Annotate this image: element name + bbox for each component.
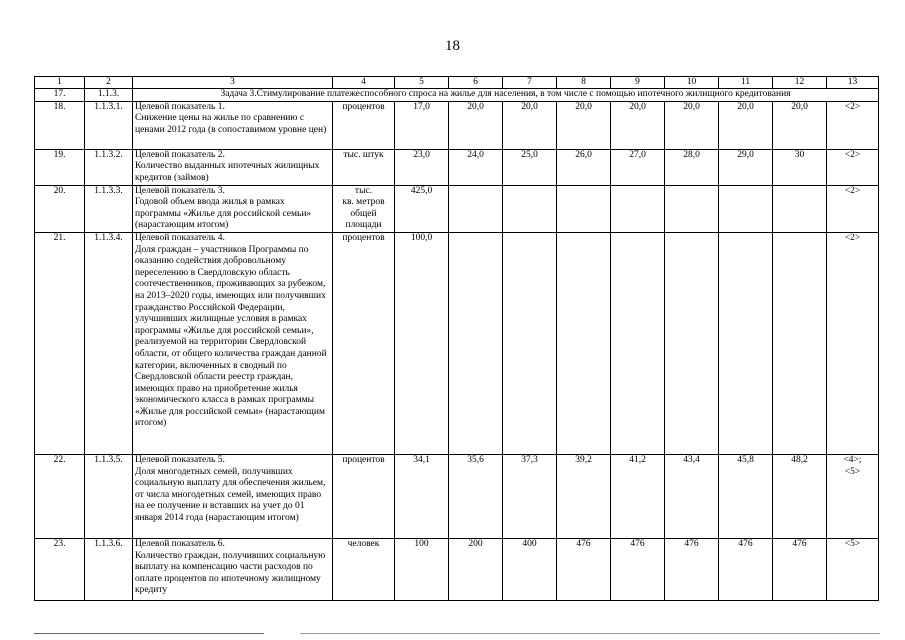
table-row	[35, 232, 879, 454]
table-row	[35, 454, 879, 538]
table-row	[35, 538, 879, 600]
indicator-description: Целевой показатель 1. Снижение цены на жилье по сравнению с ценами 2012 года (в сопоставимом уровне цен)	[133, 101, 333, 149]
year-value: 100	[395, 538, 449, 600]
year-value	[557, 232, 611, 454]
year-value: 27,0	[611, 149, 665, 185]
year-value: 30	[773, 149, 827, 185]
year-value	[449, 185, 503, 232]
unit: процентов	[333, 101, 395, 149]
task-title: Задача 3.Стимулирование платежеспособного спроса на жилье для населения, в том числе с помощью ипотечного жилищного кредитования	[133, 89, 879, 102]
row-code: 1.1.3.3.	[85, 185, 133, 232]
header-cell: 12	[773, 77, 827, 89]
year-value: 41,2	[611, 454, 665, 538]
header-cell: 8	[557, 77, 611, 89]
header-cell: 6	[449, 77, 503, 89]
task-row	[35, 89, 879, 102]
row-number: 19.	[35, 149, 85, 185]
year-value: 476	[773, 538, 827, 600]
header-cell: 11	[719, 77, 773, 89]
row-number: 21.	[35, 232, 85, 454]
indicator-description: Целевой показатель 6. Количество граждан, получивших социальную выплату на компенсацию части расходов по оплате процентов по ипотечному жилищному кредиту	[133, 538, 333, 600]
indicator-description: Целевой показатель 4. Доля граждан – участников Программы по оказанию содействия добровольному переселению в Свердловскую область соотечественников, проживающих за рубежом, на 2013–2020 годы, имеющих или получивших гражданство Российской Федерации, улучшивших жилищные условия в рамках программы «Жилье для российской семьи», реализуемой на территории Свердловской области, от общего количества граждан данной категории, включенных в сводный по Свердловской области реестр граждан, имеющих право на приобретение жилья экономического класса в рамках программы «Жилье для российской семьи» (нарастающим итогом)	[133, 232, 333, 454]
year-value	[611, 232, 665, 454]
year-value: 39,2	[557, 454, 611, 538]
year-value: 23,0	[395, 149, 449, 185]
year-value	[665, 185, 719, 232]
year-value: 20,0	[665, 101, 719, 149]
header-cell: 9	[611, 77, 665, 89]
row-code: 1.1.3.4.	[85, 232, 133, 454]
year-value: 476	[719, 538, 773, 600]
row-code: 1.1.3.5.	[85, 454, 133, 538]
year-value: 26,0	[557, 149, 611, 185]
indicators-table	[34, 76, 879, 601]
year-value	[449, 232, 503, 454]
unit: человек	[333, 538, 395, 600]
indicator-description: Целевой показатель 5. Доля многодетных семей, получивших социальную выплату для обеспечения жильем, от числа многодетных семей, имеющих право на ее получение и вставших на учет до 01 января 2014 года (нарастающим итогом)	[133, 454, 333, 538]
row-code: 1.1.3.	[85, 89, 133, 102]
year-value: 25,0	[503, 149, 557, 185]
table-row	[35, 185, 879, 232]
year-value: 476	[557, 538, 611, 600]
year-value	[503, 185, 557, 232]
indicator-description: Целевой показатель 3. Годовой объем ввода жилья в рамках программы «Жилье для российской семьи» (нарастающим итогом)	[133, 185, 333, 232]
year-value: 45,8	[719, 454, 773, 538]
row-number: 20.	[35, 185, 85, 232]
year-value	[557, 185, 611, 232]
year-value: 20,0	[773, 101, 827, 149]
indicator-description: Целевой показатель 2. Количество выданных ипотечных жилищных кредитов (займов)	[133, 149, 333, 185]
year-value: 20,0	[719, 101, 773, 149]
year-value: 425,0	[395, 185, 449, 232]
reference-note: <2>	[827, 185, 879, 232]
year-value: 35,6	[449, 454, 503, 538]
table-row	[35, 101, 879, 149]
year-value: 20,0	[557, 101, 611, 149]
year-value: 37,3	[503, 454, 557, 538]
header-cell: 10	[665, 77, 719, 89]
unit: тыс. кв. метров общей площади	[333, 185, 395, 232]
year-value	[665, 232, 719, 454]
reference-note: <2>	[827, 149, 879, 185]
unit: процентов	[333, 454, 395, 538]
reference-note: <4>; <5>	[827, 454, 879, 538]
year-value: 48,2	[773, 454, 827, 538]
unit: процентов	[333, 232, 395, 454]
bottom-rule	[34, 633, 264, 634]
unit: тыс. штук	[333, 149, 395, 185]
header-cell: 3	[133, 77, 333, 89]
year-value: 17,0	[395, 101, 449, 149]
year-value	[719, 232, 773, 454]
year-value: 34,1	[395, 454, 449, 538]
year-value: 20,0	[449, 101, 503, 149]
header-cell: 2	[85, 77, 133, 89]
row-code: 1.1.3.2.	[85, 149, 133, 185]
year-value	[503, 232, 557, 454]
year-value: 24,0	[449, 149, 503, 185]
row-number: 23.	[35, 538, 85, 600]
row-code: 1.1.3.6.	[85, 538, 133, 600]
reference-note: <5>	[827, 538, 879, 600]
year-value: 100,0	[395, 232, 449, 454]
header-cell: 5	[395, 77, 449, 89]
year-value	[611, 185, 665, 232]
year-value: 400	[503, 538, 557, 600]
year-value: 20,0	[611, 101, 665, 149]
header-cell: 13	[827, 77, 879, 89]
reference-note: <2>	[827, 101, 879, 149]
year-value: 20,0	[503, 101, 557, 149]
year-value	[719, 185, 773, 232]
header-cell: 4	[333, 77, 395, 89]
row-number: 17.	[35, 89, 85, 102]
row-number: 18.	[35, 101, 85, 149]
reference-note: <2>	[827, 232, 879, 454]
year-value	[773, 185, 827, 232]
year-value	[773, 232, 827, 454]
year-value: 476	[665, 538, 719, 600]
year-value: 200	[449, 538, 503, 600]
table-row	[35, 149, 879, 185]
year-value: 29,0	[719, 149, 773, 185]
year-value: 28,0	[665, 149, 719, 185]
row-number: 22.	[35, 454, 85, 538]
header-cell: 7	[503, 77, 557, 89]
page-number: 18	[445, 38, 460, 54]
header-cell: 1	[35, 77, 85, 89]
year-value: 476	[611, 538, 665, 600]
row-code: 1.1.3.1.	[85, 101, 133, 149]
bottom-rule	[300, 633, 880, 634]
indicator-rows	[35, 101, 879, 600]
year-value: 43,4	[665, 454, 719, 538]
column-number-header	[35, 77, 879, 89]
